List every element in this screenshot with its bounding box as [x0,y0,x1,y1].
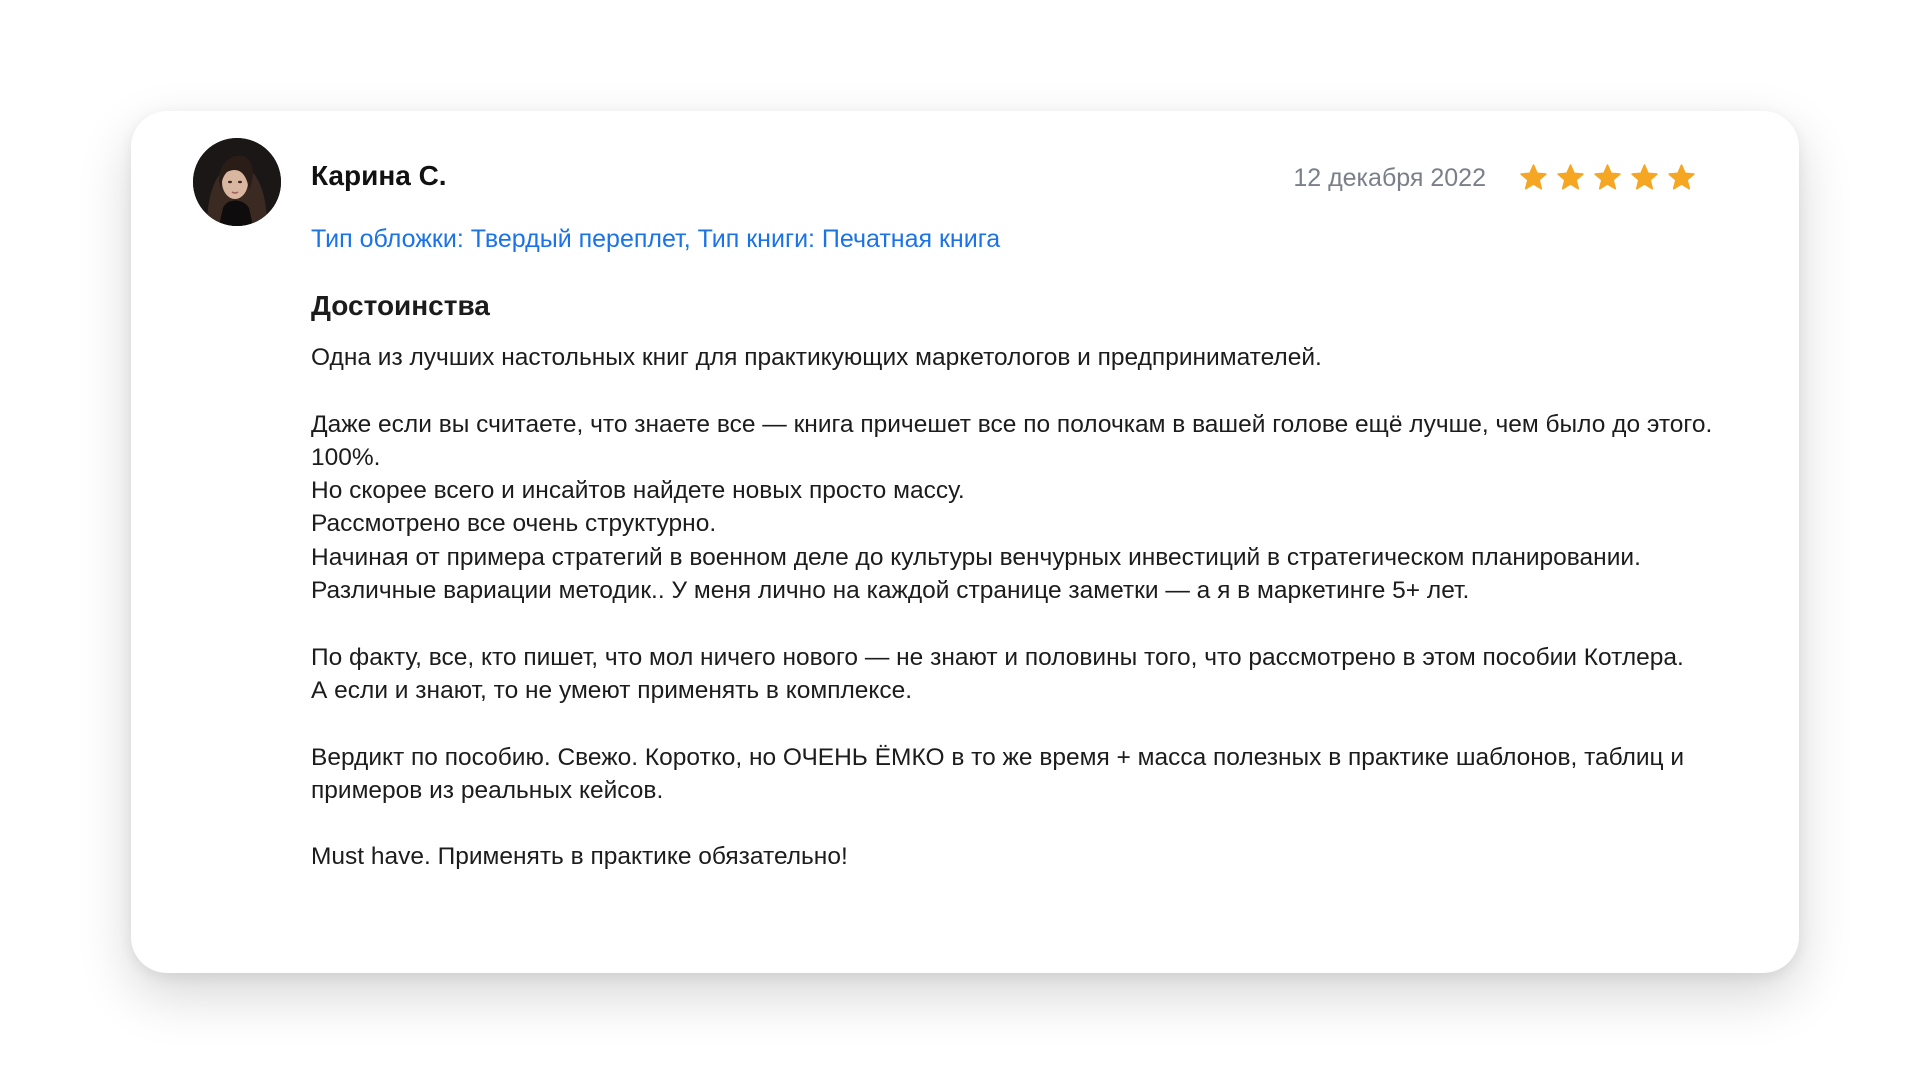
review-line: По факту, все, кто пишет, что мол ничего нового — не знают и половины того, что рассмотрено в этом пособии Котлера. [311,643,1684,671]
review-line: Рассмотрено все очень структурно. [311,510,717,538]
star-icon [1556,163,1585,192]
section-title-pros: Достоинства [311,290,490,321]
review-line: Различные вариации методик.. У меня лично на каждой странице заметки — а я в маркетинге 5+ лет. [311,577,1470,605]
star-icon [1593,163,1622,192]
review-paragraph [311,341,1731,374]
star-icon [1667,163,1696,192]
review-paragraph [311,840,1731,873]
review-paragraph [311,408,1731,608]
review-paragraph [311,641,1731,708]
product-variant-link[interactable]: Тип обложки: Твердый переплет, Тип книги: Печатная книга [311,225,1001,253]
review-text [311,341,1731,874]
review-card [131,111,1799,973]
star-icon [1630,163,1659,192]
review-date: 12 декабря 2022 [1293,164,1486,192]
review-line: Но скорее всего и инсайтов найдете новых просто массу. [311,477,965,505]
rating-stars [1519,163,1696,192]
star-icon [1519,163,1548,192]
review-line: Вердикт по пособию. Свежо. Коротко, но ОЧЕНЬ ЁМКО в то же время + масса полезных в практике шаблонов, таблиц и примеров из реальных кейсов. [311,743,1685,804]
review-line: А если и знают, то не умеют применять в комплексе. [311,676,913,704]
review-line: Must have. Применять в практике обязательно! [311,843,848,871]
author-name: Карина С. [311,160,447,191]
review-line: Одна из лучших настольных книг для практикующих маркетологов и предпринимателей. [311,344,1322,371]
review-paragraph [311,741,1731,808]
review-line: Даже если вы считаете, что знаете все — книга причешет все по полочкам в вашей голове ещё лучше, чем было до этого. 100%. [311,410,1713,471]
avatar[interactable] [193,138,281,226]
review-line: Начиная от примера стратегий в военном деле до культуры венчурных инвестиций в стратегическом планировании. [311,543,1641,571]
